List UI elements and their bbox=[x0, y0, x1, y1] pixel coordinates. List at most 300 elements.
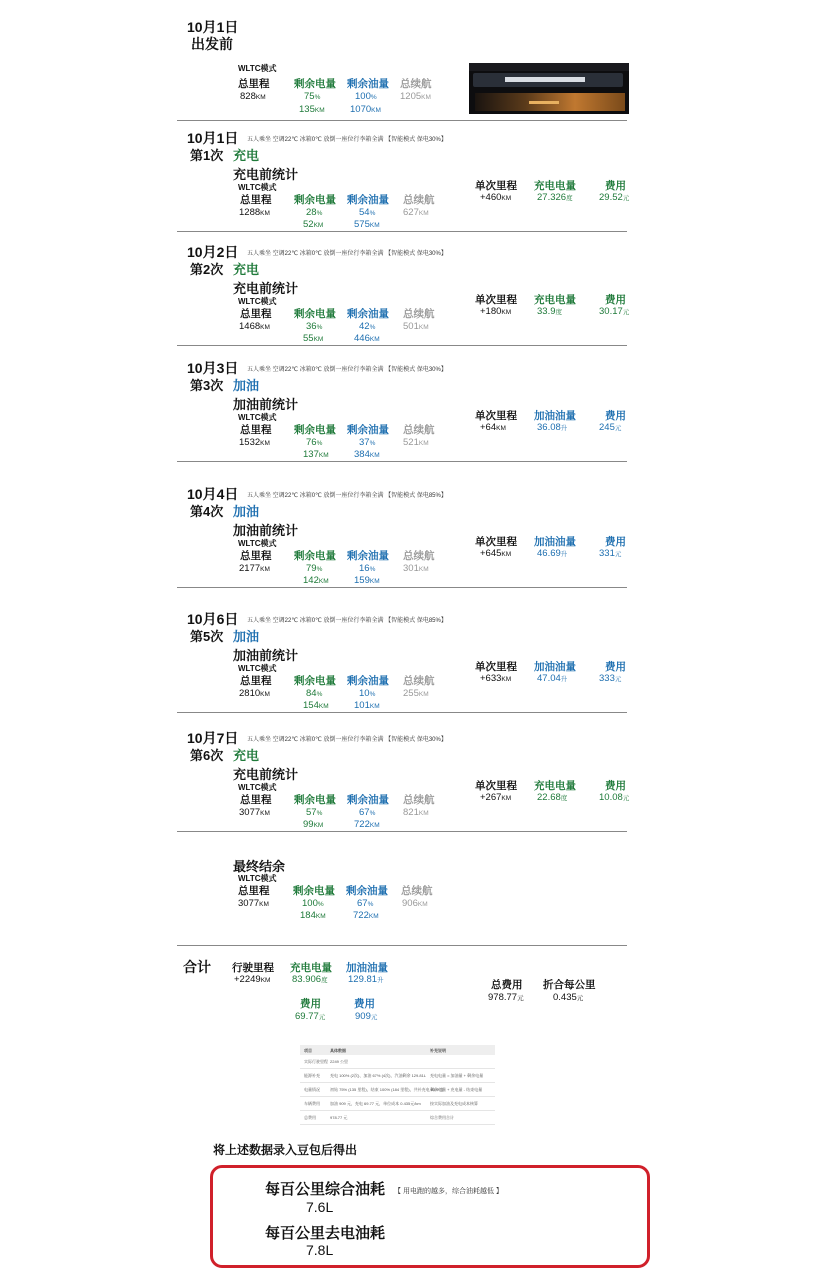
entry-power-pct bbox=[306, 563, 322, 574]
entry-power-pct-value: 84 bbox=[306, 688, 317, 699]
entry-fuel-km-unit: KM bbox=[369, 703, 380, 710]
entry-range-value: 301 bbox=[403, 563, 419, 574]
entry-power-km-unit: KM bbox=[313, 336, 324, 343]
entry-power-km-unit: KM bbox=[318, 578, 329, 585]
entry-range-unit: KM bbox=[418, 210, 429, 217]
entry-cost bbox=[599, 792, 629, 803]
divider bbox=[177, 831, 627, 832]
entry-range-unit: KM bbox=[418, 691, 429, 698]
entry-mileage-unit: KM bbox=[260, 810, 270, 817]
entry-range-value: 501 bbox=[403, 321, 419, 332]
entry-cost bbox=[599, 306, 629, 317]
entry-fuel-pct-value: 67 bbox=[359, 807, 370, 818]
entry-cost-value: 333 bbox=[599, 673, 615, 684]
entry-mileage-unit: KM bbox=[260, 210, 270, 217]
divider bbox=[177, 231, 627, 232]
entry-mileage bbox=[239, 207, 270, 218]
entry-fuel-km-value: 384 bbox=[354, 449, 370, 460]
table-cell: 综合费用合计 bbox=[430, 1115, 454, 1120]
entry-sequence: 第5次 bbox=[190, 629, 224, 644]
entry-sequence: 第6次 bbox=[190, 748, 224, 763]
entry-label-range: 总续航 bbox=[403, 794, 435, 806]
entry-subtitle: 充电前统计 bbox=[233, 167, 299, 182]
entry-fuel-pct bbox=[359, 437, 375, 448]
table-header: 补充说明 bbox=[430, 1048, 446, 1053]
totals-fuel-cost-label: 费用 bbox=[354, 998, 375, 1010]
start-fuel-km: 1070KM bbox=[350, 104, 381, 115]
totals-total-cost: 978.77元 bbox=[488, 992, 524, 1003]
entry-condition-note: 五人乘坐 空调22℃ 冰箱0℃ 放倒一座位行李箱全满 【智能模式 保电30%】 bbox=[247, 737, 447, 743]
entry-fuel-km-unit: KM bbox=[369, 578, 380, 585]
entry-power-km bbox=[303, 449, 329, 460]
final-title: 最终结余 bbox=[233, 859, 286, 874]
entry-fuel-km-unit: KM bbox=[369, 452, 380, 459]
entry-fuel-km-unit: KM bbox=[369, 336, 380, 343]
entry-amount-value: 22.68 bbox=[537, 792, 561, 803]
entry-label-mileage: 总里程 bbox=[240, 794, 272, 806]
entry-trip-unit: KM bbox=[501, 551, 512, 558]
entry-fuel-km-value: 159 bbox=[354, 575, 370, 586]
entry-power-pct bbox=[306, 321, 322, 332]
entry-fuel-km bbox=[354, 575, 380, 586]
entry-amount bbox=[537, 306, 562, 317]
combined-note: 【 用电跑的越多，综合油耗越低 】 bbox=[394, 1188, 503, 1195]
totals-fuel-label: 加油油量 bbox=[346, 962, 388, 974]
entry-label-trip: 单次里程 bbox=[475, 410, 517, 422]
final-power-km: 184KM bbox=[300, 910, 326, 921]
combined-label: 每百公里综合油耗 bbox=[265, 1181, 386, 1198]
entry-power-km-value: 52 bbox=[303, 219, 314, 230]
entry-trip-unit: KM bbox=[501, 195, 512, 202]
entry-trip-value: +645 bbox=[480, 548, 502, 559]
entry-fuel-pct-unit: % bbox=[369, 810, 376, 817]
entry-subtitle: 加油前统计 bbox=[233, 397, 299, 412]
entry-amount-value: 33.9 bbox=[537, 306, 556, 317]
entry-mileage-unit: KM bbox=[260, 440, 270, 447]
final-mode: WLTC模式 bbox=[238, 874, 277, 883]
entry-mileage-value: 1288 bbox=[239, 207, 261, 218]
table-row-divider bbox=[300, 1124, 495, 1125]
entry-power-pct-value: 57 bbox=[306, 807, 317, 818]
entry-range bbox=[403, 321, 429, 332]
entry-cost-value: 331 bbox=[599, 548, 615, 559]
entry-power-km-value: 55 bbox=[303, 333, 314, 344]
entry-power-km-unit: KM bbox=[318, 703, 329, 710]
entry-cost bbox=[599, 548, 621, 559]
entry-label-trip: 单次里程 bbox=[475, 536, 517, 548]
entry-trip bbox=[480, 673, 511, 684]
entry-trip bbox=[480, 548, 511, 559]
entry-cost-unit: 元 bbox=[614, 425, 622, 432]
entry-power-km-value: 137 bbox=[303, 449, 319, 460]
entry-amount-unit: 升 bbox=[560, 551, 568, 558]
entry-type: 加油 bbox=[233, 629, 260, 644]
start-label-fuel: 剩余油量 bbox=[347, 78, 389, 90]
entry-type: 加油 bbox=[233, 504, 260, 519]
entry-label-range: 总续航 bbox=[403, 675, 435, 687]
entry-label-power: 剩余电量 bbox=[294, 424, 336, 436]
final-range: 906KM bbox=[402, 898, 428, 909]
entry-date: 10月6日 bbox=[187, 611, 239, 627]
entry-label-mileage: 总里程 bbox=[240, 550, 272, 562]
divider bbox=[177, 587, 627, 588]
entry-cost-value: 245 bbox=[599, 422, 615, 433]
entry-date: 10月4日 bbox=[187, 486, 239, 502]
entry-condition-note: 五人乘坐 空调22℃ 冰箱0℃ 放倒一座位行李箱全满 【智能模式 保电85%】 bbox=[247, 493, 447, 499]
entry-date: 10月3日 bbox=[187, 360, 239, 376]
entry-amount-unit: 度 bbox=[560, 795, 568, 802]
entry-fuel-pct-unit: % bbox=[369, 210, 376, 217]
entry-fuel-pct-value: 37 bbox=[359, 437, 370, 448]
no-power-value: 7.8L bbox=[306, 1242, 334, 1258]
entry-label-range: 总续航 bbox=[403, 194, 435, 206]
entry-power-pct-unit: % bbox=[316, 324, 323, 331]
entry-power-km-unit: KM bbox=[318, 452, 329, 459]
start-date: 10月1日 bbox=[187, 19, 239, 35]
entry-trip-value: +460 bbox=[480, 192, 502, 203]
table-cell: 充电电量 = 加油量 + 剩余电量 bbox=[430, 1073, 484, 1078]
entry-sequence: 第3次 bbox=[190, 378, 224, 393]
table-cell: 加油 909 元，充电 69.77 元，单位成本 0.435元/km bbox=[330, 1101, 421, 1106]
final-mileage: 3077KM bbox=[238, 898, 269, 909]
entry-power-km-unit: KM bbox=[313, 822, 324, 829]
entry-cost-unit: 元 bbox=[622, 309, 630, 316]
entry-label-cost: 费用 bbox=[605, 536, 626, 548]
start-fuel-pct: 100% bbox=[355, 91, 377, 102]
entry-trip-unit: KM bbox=[501, 795, 512, 802]
start-power-km: 135KM bbox=[299, 104, 325, 115]
entry-fuel-pct-unit: % bbox=[369, 566, 376, 573]
entry-power-pct-value: 28 bbox=[306, 207, 317, 218]
totals-total-cost-label: 总费用 bbox=[491, 979, 523, 991]
entry-mileage bbox=[239, 807, 270, 818]
final-fuel-km: 722KM bbox=[353, 910, 379, 921]
table-cell: 978.77 元 bbox=[330, 1115, 348, 1120]
entry-condition-note: 五人乘坐 空调22℃ 冰箱0℃ 放倒一座位行李箱全满 【智能模式 保电85%】 bbox=[247, 618, 447, 624]
totals-per-km-label: 折合每公里 bbox=[543, 979, 596, 991]
entry-mileage-value: 2177 bbox=[239, 563, 261, 574]
entry-power-pct-value: 36 bbox=[306, 321, 317, 332]
table-header: 项目 bbox=[304, 1048, 312, 1053]
entry-label-cost: 费用 bbox=[605, 180, 626, 192]
entry-mileage-unit: KM bbox=[260, 324, 270, 331]
entry-date: 10月2日 bbox=[187, 244, 239, 260]
entry-label-cost: 费用 bbox=[605, 780, 626, 792]
totals-charge-cost-label: 费用 bbox=[300, 998, 321, 1010]
entry-cost bbox=[599, 192, 629, 203]
table-row-divider bbox=[300, 1082, 495, 1083]
entry-power-km-value: 142 bbox=[303, 575, 319, 586]
entry-mileage-unit: KM bbox=[260, 691, 270, 698]
entry-cost-unit: 元 bbox=[614, 551, 622, 558]
final-label-range: 总续航 bbox=[401, 885, 433, 897]
entry-condition-note: 五人乘坐 空调22℃ 冰箱0℃ 放倒一座位行李箱全满 【智能模式 保电30%】 bbox=[247, 137, 447, 143]
table-row-divider bbox=[300, 1110, 495, 1111]
entry-cost-value: 29.52 bbox=[599, 192, 623, 203]
start-power-pct: 75% bbox=[304, 91, 321, 102]
entry-subtitle: 充电前统计 bbox=[233, 767, 299, 782]
entry-type: 充电 bbox=[233, 148, 260, 163]
entry-trip-unit: KM bbox=[496, 425, 506, 432]
table-cell: 2249 公里 bbox=[330, 1059, 349, 1064]
entry-label-trip: 单次里程 bbox=[475, 780, 517, 792]
entry-mode: WLTC模式 bbox=[238, 413, 277, 422]
entry-label-cost: 费用 bbox=[605, 294, 626, 306]
entry-power-km bbox=[303, 700, 329, 711]
entry-power-pct-unit: % bbox=[316, 566, 323, 573]
entry-label-mileage: 总里程 bbox=[240, 424, 272, 436]
entry-label-power: 剩余电量 bbox=[294, 308, 336, 320]
entry-fuel-pct bbox=[359, 207, 375, 218]
entry-mode: WLTC模式 bbox=[238, 297, 277, 306]
table-header: 具体数据 bbox=[330, 1048, 346, 1053]
entry-power-km-unit: KM bbox=[313, 222, 324, 229]
entry-power-pct-value: 76 bbox=[306, 437, 317, 448]
entry-fuel-km bbox=[354, 449, 380, 460]
entry-power-pct bbox=[306, 437, 322, 448]
entry-amount-value: 27.326 bbox=[537, 192, 567, 203]
entry-fuel-pct-value: 16 bbox=[359, 563, 370, 574]
entry-range bbox=[403, 688, 429, 699]
start-title: 出发前 bbox=[191, 36, 233, 52]
final-fuel-pct: 67% bbox=[357, 898, 374, 909]
table-cell: 电量情况 bbox=[304, 1087, 320, 1092]
totals-fuel-cost: 909元 bbox=[355, 1011, 378, 1022]
entry-range-value: 521 bbox=[403, 437, 419, 448]
entry-range bbox=[403, 807, 429, 818]
dashboard-photo bbox=[469, 63, 629, 114]
entry-label-range: 总续航 bbox=[403, 550, 435, 562]
entry-date: 10月7日 bbox=[187, 730, 239, 746]
entry-trip bbox=[480, 422, 506, 433]
entry-label-fuel: 剩余油量 bbox=[347, 675, 389, 687]
entry-fuel-pct-value: 42 bbox=[359, 321, 370, 332]
entry-trip bbox=[480, 792, 511, 803]
entry-amount bbox=[537, 792, 567, 803]
entry-mileage-value: 2810 bbox=[239, 688, 261, 699]
entry-fuel-km bbox=[354, 819, 380, 830]
table-cell: 充电 100% (2次)、加油 67% (4次)，汽油剩余 129.81L bbox=[330, 1073, 427, 1078]
entry-fuel-pct bbox=[359, 688, 375, 699]
entry-mileage bbox=[239, 321, 270, 332]
divider bbox=[177, 945, 627, 946]
entry-power-km-value: 154 bbox=[303, 700, 319, 711]
entry-mileage bbox=[239, 563, 270, 574]
entry-power-km bbox=[303, 333, 323, 344]
entry-mileage bbox=[239, 437, 270, 448]
entry-range-unit: KM bbox=[418, 566, 429, 573]
totals-charge-cost: 69.77元 bbox=[295, 1011, 326, 1022]
entry-label-amount: 加油油量 bbox=[534, 410, 576, 422]
entry-power-pct-unit: % bbox=[316, 440, 323, 447]
entry-range-unit: KM bbox=[418, 440, 429, 447]
entry-label-range: 总续航 bbox=[403, 308, 435, 320]
entry-range-value: 255 bbox=[403, 688, 419, 699]
entry-sequence: 第1次 bbox=[190, 148, 224, 163]
entry-cost-unit: 元 bbox=[622, 795, 630, 802]
entry-fuel-pct bbox=[359, 321, 375, 332]
entry-label-amount: 加油油量 bbox=[534, 661, 576, 673]
start-label-range: 总续航 bbox=[400, 78, 432, 90]
entry-label-fuel: 剩余油量 bbox=[347, 794, 389, 806]
final-label-power: 剩余电量 bbox=[293, 885, 335, 897]
entry-amount-unit: 升 bbox=[560, 676, 568, 683]
entry-trip-value: +180 bbox=[480, 306, 502, 317]
entry-label-power: 剩余电量 bbox=[294, 550, 336, 562]
entry-label-power: 剩余电量 bbox=[294, 794, 336, 806]
entry-power-pct bbox=[306, 807, 322, 818]
entry-fuel-km-value: 575 bbox=[354, 219, 370, 230]
final-label-fuel: 剩余油量 bbox=[346, 885, 388, 897]
entry-amount-value: 36.08 bbox=[537, 422, 561, 433]
entry-label-amount: 充电电量 bbox=[534, 180, 576, 192]
entry-cost bbox=[599, 673, 621, 684]
entry-subtitle: 加油前统计 bbox=[233, 523, 299, 538]
entry-fuel-km-value: 446 bbox=[354, 333, 370, 344]
totals-drive: +2249KM bbox=[234, 974, 271, 985]
entry-range-unit: KM bbox=[418, 324, 429, 331]
divider bbox=[177, 345, 627, 346]
entry-label-cost: 费用 bbox=[605, 661, 626, 673]
entry-trip-unit: KM bbox=[501, 676, 512, 683]
entry-type: 充电 bbox=[233, 748, 260, 763]
entry-fuel-km-value: 722 bbox=[354, 819, 370, 830]
entry-fuel-pct-unit: % bbox=[369, 691, 376, 698]
entry-power-pct-unit: % bbox=[316, 691, 323, 698]
entry-fuel-pct-value: 10 bbox=[359, 688, 370, 699]
entry-amount-value: 47.04 bbox=[537, 673, 561, 684]
entry-mileage-value: 1532 bbox=[239, 437, 261, 448]
table-cell: 总费用 bbox=[304, 1115, 316, 1120]
combined-value: 7.6L bbox=[306, 1199, 334, 1215]
entry-power-km bbox=[303, 819, 323, 830]
entry-type: 充电 bbox=[233, 262, 260, 277]
entry-cost-unit: 元 bbox=[614, 676, 622, 683]
start-range: 1205KM bbox=[400, 91, 431, 102]
entry-power-km-value: 99 bbox=[303, 819, 314, 830]
entry-sequence: 第4次 bbox=[190, 504, 224, 519]
totals-charge: 83.906度 bbox=[292, 974, 328, 985]
entry-power-pct-value: 79 bbox=[306, 563, 317, 574]
entry-amount bbox=[537, 548, 567, 559]
table-cell: 按实际加油及充电成本核算 bbox=[430, 1101, 478, 1106]
entry-cost bbox=[599, 422, 621, 433]
entry-mode: WLTC模式 bbox=[238, 783, 277, 792]
entry-amount bbox=[537, 192, 573, 203]
entry-fuel-pct bbox=[359, 807, 375, 818]
entry-label-trip: 单次里程 bbox=[475, 294, 517, 306]
entry-range-value: 627 bbox=[403, 207, 419, 218]
entry-condition-note: 五人乘坐 空调22℃ 冰箱0℃ 放倒一座位行李箱全满 【智能模式 保电30%】 bbox=[247, 367, 447, 373]
entry-label-range: 总续航 bbox=[403, 424, 435, 436]
table-cell: 车辆费用 bbox=[304, 1101, 320, 1106]
entry-fuel-km bbox=[354, 333, 380, 344]
entry-fuel-pct-unit: % bbox=[369, 440, 376, 447]
entry-type: 加油 bbox=[233, 378, 260, 393]
entry-fuel-pct-unit: % bbox=[369, 324, 376, 331]
entry-trip-value: +64 bbox=[480, 422, 497, 433]
entry-fuel-km bbox=[354, 219, 380, 230]
entry-trip bbox=[480, 306, 511, 317]
entry-date: 10月1日 bbox=[187, 130, 239, 146]
entry-fuel-km-unit: KM bbox=[369, 822, 380, 829]
entry-power-pct-unit: % bbox=[316, 810, 323, 817]
entry-mode: WLTC模式 bbox=[238, 539, 277, 548]
entry-label-mileage: 总里程 bbox=[240, 194, 272, 206]
entry-label-fuel: 剩余油量 bbox=[347, 194, 389, 206]
summary-table-image bbox=[300, 1045, 495, 1123]
entry-subtitle: 加油前统计 bbox=[233, 648, 299, 663]
entry-amount-value: 46.69 bbox=[537, 548, 561, 559]
entry-label-mileage: 总里程 bbox=[240, 308, 272, 320]
entry-trip-value: +633 bbox=[480, 673, 502, 684]
entry-cost-value: 30.17 bbox=[599, 306, 623, 317]
entry-fuel-km-value: 101 bbox=[354, 700, 370, 711]
entry-label-fuel: 剩余油量 bbox=[347, 424, 389, 436]
divider bbox=[177, 712, 627, 713]
entry-range-value: 821 bbox=[403, 807, 419, 818]
totals-title: 合计 bbox=[183, 959, 211, 975]
entry-subtitle: 充电前统计 bbox=[233, 281, 299, 296]
entry-label-amount: 加油油量 bbox=[534, 536, 576, 548]
entry-label-trip: 单次里程 bbox=[475, 180, 517, 192]
entry-mode: WLTC模式 bbox=[238, 664, 277, 673]
entry-mileage-value: 3077 bbox=[239, 807, 261, 818]
conclusion-lead: 将上述数据录入豆包后得出 bbox=[213, 1143, 358, 1157]
entry-mileage-unit: KM bbox=[260, 566, 270, 573]
entry-cost-value: 10.08 bbox=[599, 792, 623, 803]
entry-cost-unit: 元 bbox=[622, 195, 630, 202]
entry-fuel-km-unit: KM bbox=[369, 222, 380, 229]
entry-mileage bbox=[239, 688, 270, 699]
totals-charge-label: 充电电量 bbox=[290, 962, 332, 974]
entry-condition-note: 五人乘坐 空调22℃ 冰箱0℃ 放倒一座位行李箱全满 【智能模式 保电30%】 bbox=[247, 251, 447, 257]
entry-label-mileage: 总里程 bbox=[240, 675, 272, 687]
table-cell: 剩余电量 + 充电量 - 结束电量 bbox=[430, 1087, 483, 1092]
divider bbox=[177, 120, 627, 121]
no-power-label: 每百公里去电油耗 bbox=[265, 1225, 386, 1242]
start-mileage: 828KM bbox=[240, 91, 266, 102]
entry-range-unit: KM bbox=[418, 810, 429, 817]
entry-fuel-pct-value: 54 bbox=[359, 207, 370, 218]
table-cell: 初始 75% (135 里程)，结束 100% (184 里程)，共补充电 83.9 度 bbox=[330, 1087, 444, 1092]
start-label-power: 剩余电量 bbox=[294, 78, 336, 90]
entry-power-km bbox=[303, 219, 323, 230]
totals-fuel: 129.81升 bbox=[348, 974, 384, 985]
start-mode: WLTC模式 bbox=[238, 64, 277, 73]
entry-power-pct bbox=[306, 688, 322, 699]
totals-per-km: 0.435元 bbox=[553, 992, 584, 1003]
entry-power-km bbox=[303, 575, 329, 586]
entry-label-fuel: 剩余油量 bbox=[347, 308, 389, 320]
entry-amount-unit: 度 bbox=[566, 195, 573, 202]
table-cell: 实际行驶里程 bbox=[304, 1059, 328, 1064]
table-row-divider bbox=[300, 1096, 495, 1097]
entry-range bbox=[403, 437, 429, 448]
entry-label-power: 剩余电量 bbox=[294, 675, 336, 687]
entry-amount-unit: 度 bbox=[555, 309, 562, 316]
entry-label-amount: 充电电量 bbox=[534, 780, 576, 792]
final-power-pct: 100% bbox=[302, 898, 324, 909]
entry-label-cost: 费用 bbox=[605, 410, 626, 422]
entry-trip-value: +267 bbox=[480, 792, 502, 803]
entry-range bbox=[403, 563, 429, 574]
entry-power-pct-unit: % bbox=[316, 210, 323, 217]
entry-amount bbox=[537, 422, 567, 433]
entry-mode: WLTC模式 bbox=[238, 183, 277, 192]
entry-mileage-value: 1468 bbox=[239, 321, 261, 332]
entry-label-trip: 单次里程 bbox=[475, 661, 517, 673]
